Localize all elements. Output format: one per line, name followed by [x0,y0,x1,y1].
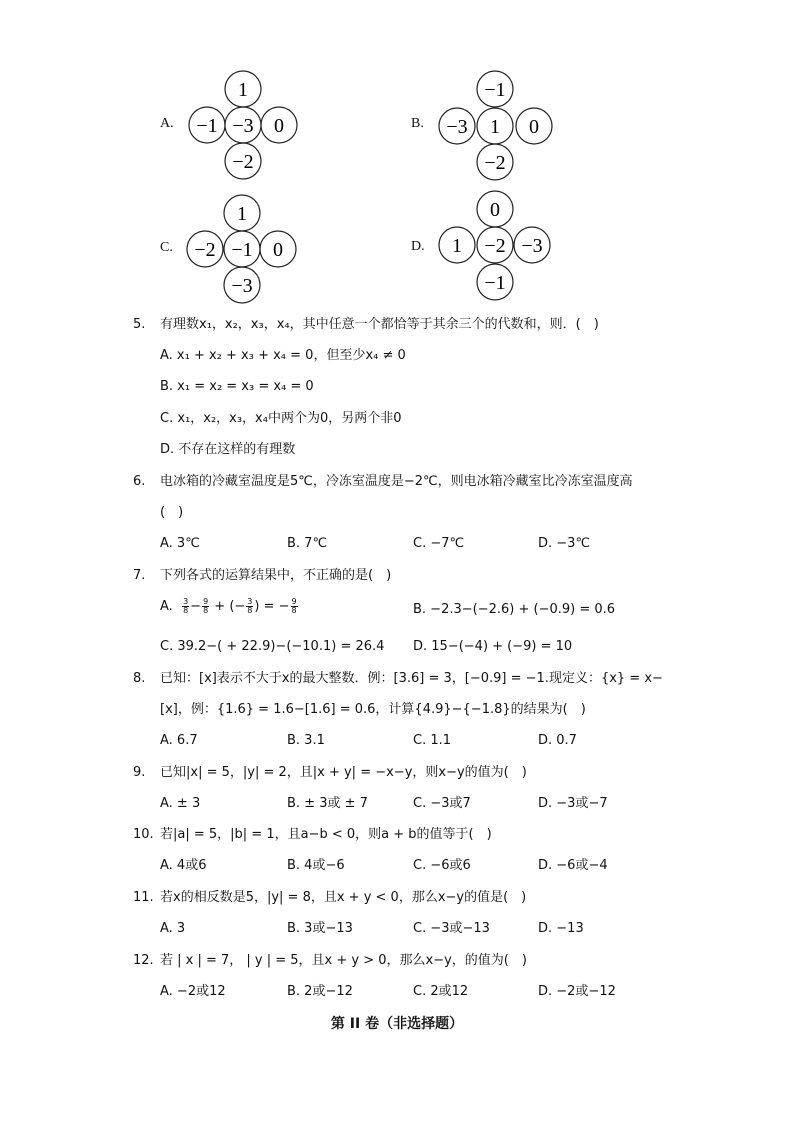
circle-left: 1 [452,235,462,257]
q5-stem: 有理数x₁，x₂，x₃，x₄，其中任意一个都恰等于其余三个的代数和，则．( ) [160,317,599,332]
circle-center: −1 [231,239,253,261]
q12-option-c: C. 2或12 [413,984,469,999]
q8-stem-cont: [x]，例：{1.6} = 1.6−[1.6] = 0.6，计算{4.9}−{−1.8}的结果为( ) [160,702,586,717]
q8-option-b: B. 3.1 [287,733,325,748]
q9-option-c: C. −3或7 [413,796,471,811]
circle-left: −1 [196,115,218,137]
circle-right: 0 [273,239,283,261]
q8-option-a: A. 6.7 [160,733,198,748]
q6-option-c: C. −7℃ [413,536,465,551]
section-title: 第 II 卷（非选择题） [330,1016,464,1032]
circle-top: 1 [237,203,247,225]
figure-d-circles [438,190,552,302]
circle-center: −3 [232,115,254,137]
q8-option-d: D. 0.7 [538,733,577,748]
q6-option-d: D. −3℃ [538,536,591,551]
figure-c-label: C. [160,240,173,255]
q12-option-b: B. 2或−12 [287,984,353,999]
q7-option-b: B. −2.3−(−2.6) + (−0.9) = 0.6 [413,602,616,617]
q11-option-d: D. −13 [538,921,584,936]
q8-option-c: C. 1.1 [413,733,452,748]
circle-left: −2 [194,239,216,261]
fraction: $\frac{9}{8}$ [203,597,209,615]
q12-option-d: D. −2或−12 [538,984,616,999]
circle-bottom: −2 [484,152,506,174]
q10-stem: 若|a| = 5，|b| = 1，且a−b < 0，则a + b的值等于( ) [160,827,492,842]
figure-a-circles [188,70,300,182]
q11-option-c: C. −3或−13 [413,921,490,936]
q11-option-a: A. 3 [160,921,186,936]
figure-a-label: A. [160,116,174,131]
figure-b-label: B. [411,116,424,131]
q5-option-a: A. x₁ + x₂ + x₃ + x₄ = 0，但至少x₄ ≠ 0 [160,348,406,363]
q5-option-d: D. 不存在这样的有理数 [160,442,296,457]
q6-stem: 电冰箱的冷藏室温度是5℃，冷冻室温度是−2℃，则电冰箱冷藏室比冷冻室温度高 [160,474,633,489]
q9-stem: 已知|x| = 5，|y| = 2，且|x + y| = −x−y，则x−y的值为( ) [160,765,527,780]
q7-option-a: A. $\frac{3}{8}$ − $\frac{9}{8}$ + (− $\frac{3}{8}$ ) = − $\frac{9}{8}$ [160,597,297,615]
q10-option-a: A. 4或6 [160,858,207,873]
circle-bottom: −3 [231,275,253,297]
q7-number: 7. [133,568,146,583]
q6-number: 6. [133,474,146,489]
circle-center: −2 [484,235,506,257]
circle-right: 0 [274,115,284,137]
fraction: $\frac{3}{8}$ [183,597,189,615]
q11-stem: 若x的相反数是5，|y| = 8，且x + y < 0，那么x−y的值是( ) [160,890,527,905]
circle-right: 0 [529,116,539,138]
q12-stem: 若 | x | = 7， | y | = 5，且x + y > 0，那么x−y，的值为( ) [160,953,527,968]
q12-number: 12. [133,953,154,968]
fraction: $\frac{3}{8}$ [247,597,253,615]
q10-number: 10. [133,827,154,842]
figure-b-circles [438,70,554,182]
q7-stem: 下列各式的运算结果中，不正确的是( ) [160,568,392,583]
q10-option-d: D. −6或−4 [538,858,608,873]
q5-number: 5. [133,317,146,332]
circle-top: 1 [238,79,248,101]
q7-a-prefix: A. [160,599,173,614]
q8-number: 8. [133,671,146,686]
q5-option-b: B. x₁ = x₂ = x₃ = x₄ = 0 [160,379,314,394]
q6-option-b: B. 7℃ [287,536,328,551]
q10-option-b: B. 4或−6 [287,858,345,873]
circle-right: −3 [521,235,543,257]
circle-top: 0 [490,199,500,221]
q9-option-b: B. ± 3或 ± 7 [287,796,368,811]
circle-top: −1 [484,79,506,101]
q9-number: 9. [133,765,146,780]
figure-d-label: D. [411,239,425,254]
circle-center: 1 [490,116,500,138]
figure-c-circles [186,194,298,306]
q5-option-c: C. x₁，x₂，x₃，x₄中两个为0，另两个非0 [160,411,402,426]
q10-option-c: C. −6或6 [413,858,471,873]
q7-option-d: D. 15−(−4) + (−9) = 10 [413,639,573,654]
q6-option-a: A. 3℃ [160,536,200,551]
q9-option-a: A. ± 3 [160,796,201,811]
q12-option-a: A. −2或12 [160,984,226,999]
q11-number: 11. [133,890,154,905]
q7-option-c: C. 39.2−( + 22.9)−(−10.1) = 26.4 [160,639,385,654]
q9-option-d: D. −3或−7 [538,796,608,811]
circle-bottom: −1 [484,272,506,294]
q6-stem-cont: ( ) [160,505,184,520]
q8-stem: 已知：[x]表示不大于x的最大整数．例：[3.6] = 3，[−0.9] = −1.现定义：{x} = x− [160,671,663,686]
fraction: $\frac{9}{8}$ [291,597,297,615]
q11-option-b: B. 3或−13 [287,921,353,936]
circle-left: −3 [446,116,468,138]
circle-bottom: −2 [232,151,254,173]
